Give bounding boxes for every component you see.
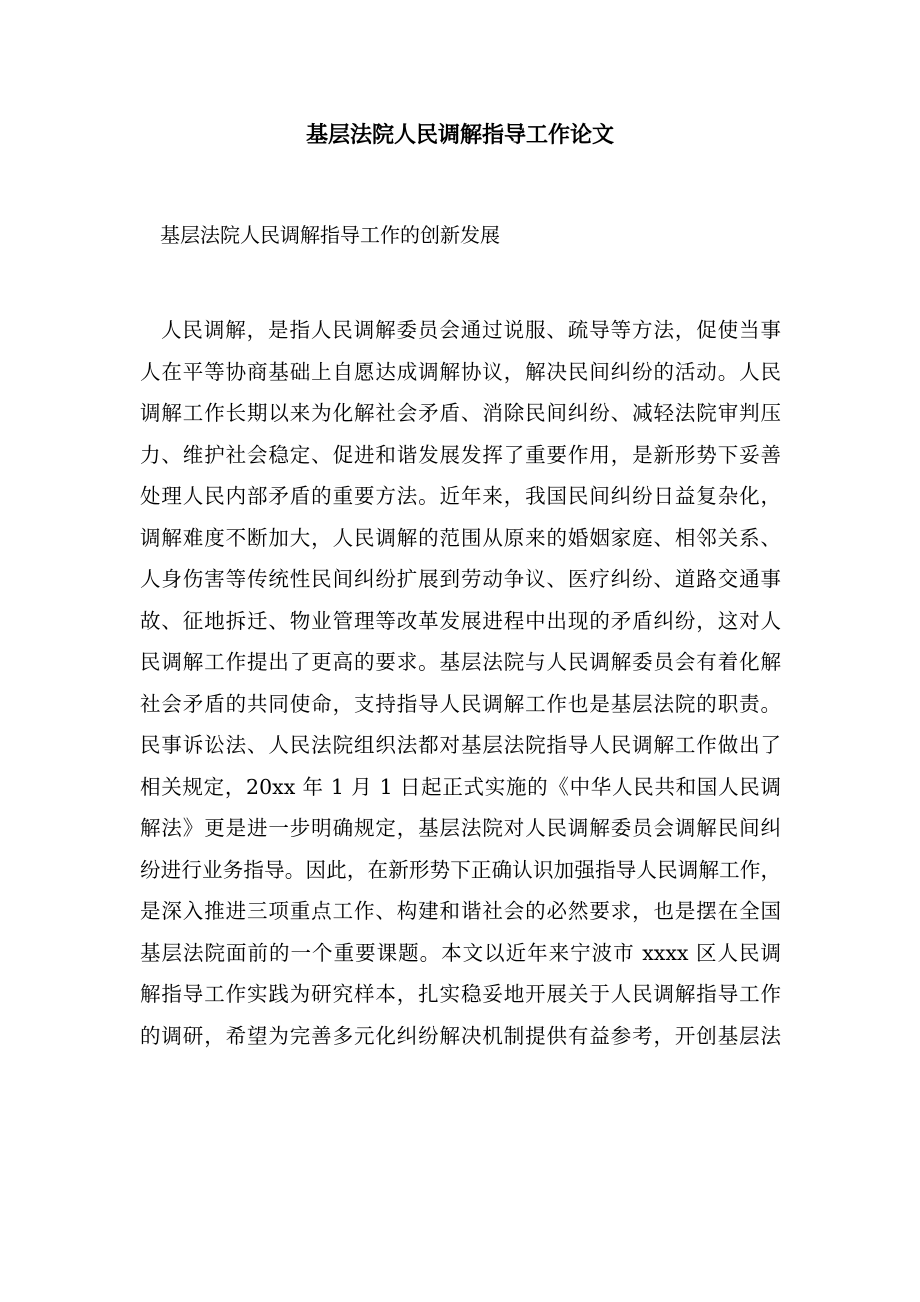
- paragraph-line: 纷进行业务指导。因此，在新形势下正确认识加强指导人民调解工作，: [140, 857, 781, 882]
- paragraph-line: 民事诉讼法、人民法院组织法都对基层法院指导人民调解工作做出了: [140, 733, 781, 757]
- paragraph-line: 故、征地拆迁、物业管理等改革发展进程中出现的矛盾纠纷，这对人: [140, 608, 781, 633]
- paragraph-line: 调解工作长期以来为化解社会矛盾、消除民间纠纷、减轻法院审判压: [140, 401, 781, 425]
- paragraph-line: 基层法院面前的一个重要课题。本文以近年来宁波市 xxxx 区人民调: [140, 940, 781, 965]
- paragraph-line: 解指导工作实践为研究样本，扎实稳妥地开展关于人民调解指导工作: [140, 982, 781, 1006]
- paragraph-line: 是深入推进三项重点工作、构建和谐社会的必然要求，也是摆在全国: [140, 899, 781, 923]
- document-title: 基层法院人民调解指导工作论文: [305, 122, 614, 148]
- paragraph-line: 人民调解，是指人民调解委员会通过说服、疏导等方法，促使当事: [161, 318, 781, 342]
- document-subtitle: 基层法院人民调解指导工作的创新发展: [160, 223, 500, 247]
- paragraph-line: 社会矛盾的共同使命，支持指导人民调解工作也是基层法院的职责。: [140, 691, 781, 716]
- paragraph-line: 解法》更是进一步明确规定，基层法院对人民调解委员会调解民间纠: [140, 816, 781, 840]
- paragraph-line: 力、维护社会稳定、促进和谐发展发挥了重要作用，是新形势下妥善: [140, 442, 781, 467]
- paragraph-line: 相关规定，20xx 年 1 月 1 日起正式实施的《中华人民共和国人民调: [140, 774, 781, 799]
- paragraph-line: 人在平等协商基础上自愿达成调解协议，解决民间纠纷的活动。人民: [140, 359, 781, 384]
- paragraph-line: 人身伤害等传统性民间纠纷扩展到劳动争议、医疗纠纷、道路交通事: [140, 567, 781, 591]
- paragraph-line: 民调解工作提出了更高的要求。基层法院与人民调解委员会有着化解: [140, 650, 781, 674]
- body-paragraph: [140, 315, 781, 1062]
- paragraph-line: 调解难度不断加大，人民调解的范围从原来的婚姻家庭、相邻关系、: [140, 525, 781, 550]
- paragraph-line: 处理人民内部矛盾的重要方法。近年来，我国民间纠纷日益复杂化，: [140, 484, 781, 508]
- paragraph-line: 的调研，希望为完善多元化纠纷解决机制提供有益参考，开创基层法: [140, 1023, 781, 1048]
